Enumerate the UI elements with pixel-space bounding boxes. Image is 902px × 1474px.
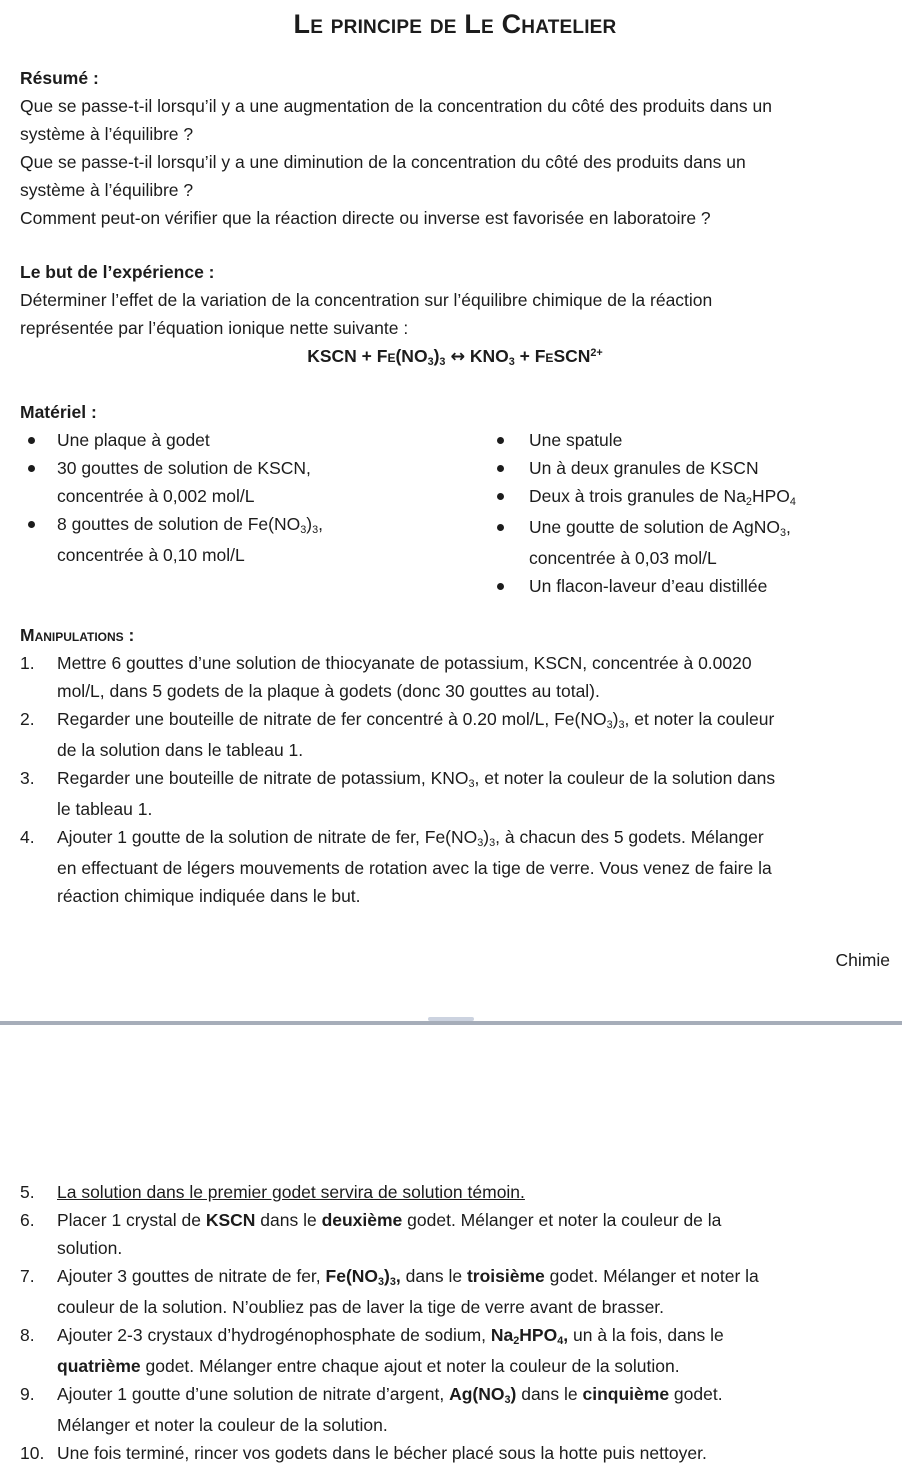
materiel-column-left (20, 426, 477, 600)
list-item (20, 1262, 890, 1321)
list-item (20, 1380, 890, 1439)
list-item (20, 649, 890, 705)
materiel-item-text: Un flacon-laveur d’eau distillée (529, 576, 768, 596)
page-break-notch (428, 1017, 474, 1021)
bullet-icon (497, 524, 504, 531)
bullet-icon (28, 437, 35, 444)
page-break-divider (0, 1021, 902, 1025)
materiel-item-text: Deux à trois granules de Na2HPO4 (529, 486, 796, 509)
materiel-item (477, 572, 890, 600)
materiel-item (477, 454, 890, 482)
list-item-number: 8. (20, 1325, 35, 1345)
bullet-icon (497, 437, 504, 444)
materiel-item (477, 513, 890, 572)
list-item (20, 1439, 890, 1467)
list-item-text: Regarder une bouteille de nitrate de fer concentré à 0.20 mol/L, Fe(NO3)3, et noter la couleur de la solution dans le tableau 1. (57, 709, 775, 760)
but-heading: Le but de l’expérience : (20, 262, 215, 282)
list-item (20, 705, 890, 764)
chemical-equation: KSCN + Fe(NO3)3 ↔ KNO3 + FeSCN$^{2+}$ (307, 346, 603, 369)
list-item (20, 1321, 890, 1380)
list-item-number: 9. (20, 1384, 35, 1404)
list-item-text: Ajouter 2-3 crystaux d’hydrogénophosphate de sodium, Na2HPO4, un à la fois, dans le quatrième godet. Mélanger entre chaque ajout et noter la couleur de la solution. (57, 1325, 724, 1376)
list-item-number: 3. (20, 768, 35, 788)
list-item-text: Regarder une bouteille de nitrate de potassium, KNO3, et noter la couleur de la solution dans le tableau 1. (57, 768, 776, 819)
list-item-number: 4. (20, 827, 35, 847)
list-item-number: 7. (20, 1266, 35, 1286)
materiel-item-text: Une spatule (529, 430, 623, 450)
list-item-text: Ajouter 1 goutte d’une solution de nitrate d’argent, Ag(NO3) dans le cinquième godet. Mélanger et noter la couleur de la solution. (57, 1384, 723, 1435)
materiel-item (477, 482, 890, 513)
materiel-item (20, 510, 477, 569)
materiel-item (477, 426, 890, 454)
materiel-item-text: Une goutte de solution de AgNO3, concentrée à 0,03 mol/L (529, 517, 791, 568)
materiel-item (20, 426, 477, 454)
materiel-heading: Matériel : (20, 402, 97, 422)
list-item-text: Une fois terminé, rincer vos godets dans le bécher placé sous la hotte puis nettoyer. (57, 1443, 707, 1463)
list-item-text: Ajouter 3 gouttes de nitrate de fer, Fe(NO3)3, dans le troisième godet. Mélanger et noter la couleur de la solution. N’oubliez pas de laver la tige de verre avant de brasser. (57, 1266, 759, 1317)
document-title: Le principe de Le Chatelier (293, 9, 617, 39)
bullet-icon (497, 465, 504, 472)
list-item (20, 764, 890, 823)
resume-heading: Résumé : (20, 68, 99, 88)
document-page-2 (0, 1025, 902, 1474)
list-item-text: Mettre 6 gouttes d’une solution de thiocyanate de potassium, KSCN, concentrée à 0.0020 mol/L, dans 5 godets de la plaque à godets (donc 30 gouttes au total). (57, 653, 752, 701)
list-item (20, 1206, 890, 1262)
list-item-number: 1. (20, 653, 35, 673)
list-item-text: Ajouter 1 goutte de la solution de nitrate de fer, Fe(NO3)3, à chacun des 5 godets. Mélanger en effectuant de légers mouvements de rotation avec la tige de verre. Vous venez de faire la réaction chimique indiquée dans le but. (57, 827, 772, 906)
materiel-item-text: 30 gouttes de solution de KSCN, concentrée à 0,002 mol/L (57, 458, 311, 506)
but-paragraph: Déterminer l’effet de la variation de la concentration sur l’équilibre chimique de la réaction représentée par l’équation ionique nette suivante : (20, 290, 713, 338)
bullet-icon (497, 583, 504, 590)
list-item-number: 10. (20, 1443, 45, 1463)
list-item-text: Placer 1 crystal de KSCN dans le deuxième godet. Mélanger et noter la couleur de la solution. (57, 1210, 722, 1258)
materiel-column-right (477, 426, 890, 600)
bullet-icon (497, 493, 504, 500)
list-item (20, 1178, 890, 1206)
list-item-text: La solution dans le premier godet servira de solution témoin. (57, 1182, 525, 1202)
list-item-number: 6. (20, 1210, 35, 1230)
bullet-icon (28, 465, 35, 472)
materiel-columns (20, 426, 890, 600)
bullet-icon (28, 521, 35, 528)
page-footer-label: Chimie (835, 950, 890, 970)
materiel-item-text: 8 gouttes de solution de Fe(NO3)3, concentrée à 0,10 mol/L (57, 514, 323, 565)
list-item-number: 2. (20, 709, 35, 729)
materiel-item (20, 454, 477, 510)
materiel-item-text: Une plaque à godet (57, 430, 210, 450)
list-item-number: 5. (20, 1182, 35, 1202)
resume-paragraph: Que se passe-t-il lorsqu’il y a une augmentation de la concentration du côté des produits dans un système à l’équilibre ? Que se passe-t-il lorsqu’il y a une diminution de la concentration du côté des produits dans un système à l’équilibre ? Comment peut-on vérifier que la réaction directe ou inverse est favorisée en laboratoire ? (20, 96, 772, 228)
materiel-item-text: Un à deux granules de KSCN (529, 458, 759, 478)
list-item (20, 823, 890, 910)
manipulations-heading: Manipulations : (20, 625, 135, 645)
